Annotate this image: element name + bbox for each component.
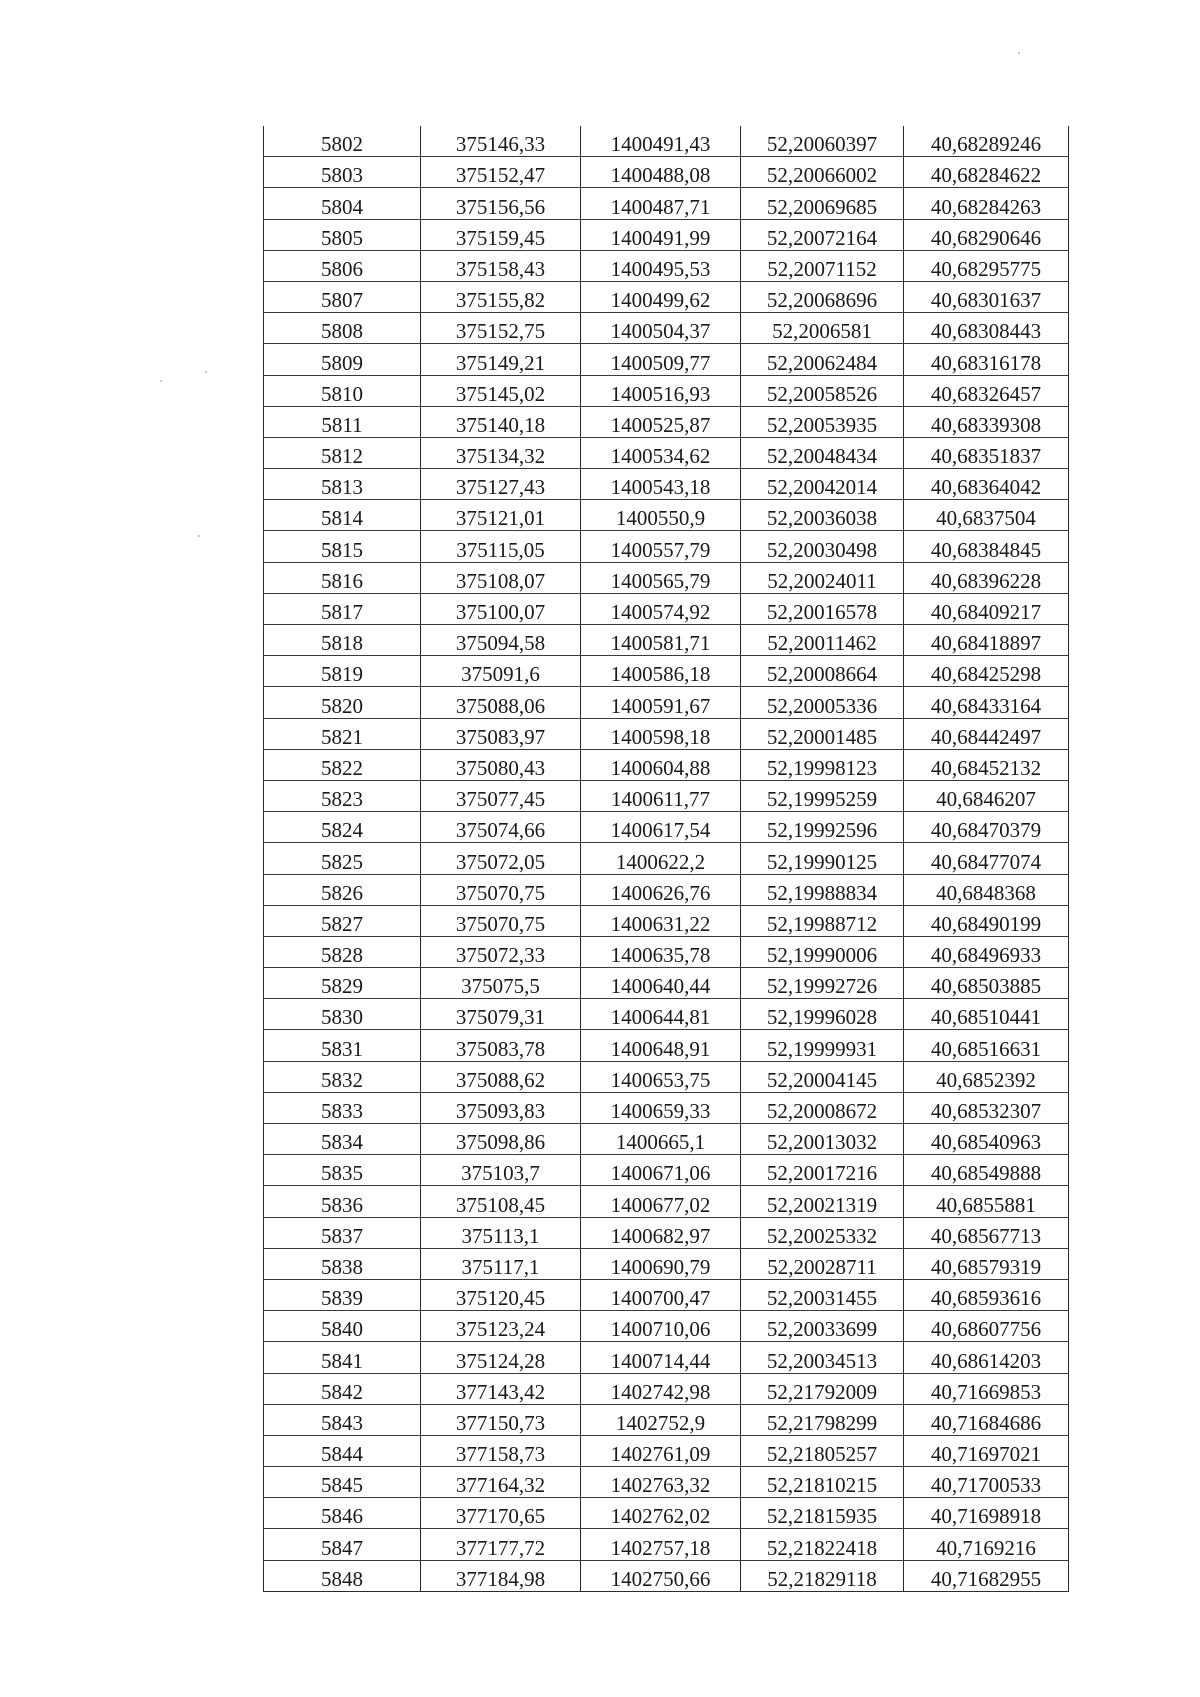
table-row bbox=[264, 968, 1069, 999]
longitude-cell: 40,68308443 bbox=[904, 313, 1069, 344]
x-coordinate-cell: 375146,33 bbox=[421, 126, 581, 157]
point-number-cell: 5833 bbox=[264, 1092, 421, 1123]
longitude-cell: 40,68516631 bbox=[904, 1030, 1069, 1061]
point-number-cell: 5837 bbox=[264, 1217, 421, 1248]
y-coordinate-cell: 1400682,97 bbox=[581, 1217, 741, 1248]
x-coordinate-cell: 375115,05 bbox=[421, 531, 581, 562]
table-row bbox=[264, 843, 1069, 874]
point-number-cell: 5842 bbox=[264, 1373, 421, 1404]
longitude-cell: 40,68452132 bbox=[904, 749, 1069, 780]
latitude-cell: 52,20008664 bbox=[741, 656, 904, 687]
point-number-cell: 5832 bbox=[264, 1061, 421, 1092]
longitude-cell: 40,68284622 bbox=[904, 157, 1069, 188]
point-number-cell: 5812 bbox=[264, 437, 421, 468]
table-row bbox=[264, 1061, 1069, 1092]
table-row bbox=[264, 749, 1069, 780]
table-row bbox=[264, 687, 1069, 718]
longitude-cell: 40,68496933 bbox=[904, 936, 1069, 967]
latitude-cell: 52,20004145 bbox=[741, 1061, 904, 1092]
longitude-cell: 40,7169216 bbox=[904, 1529, 1069, 1560]
longitude-cell: 40,6852392 bbox=[904, 1061, 1069, 1092]
latitude-cell: 52,20068696 bbox=[741, 281, 904, 312]
longitude-cell: 40,6837504 bbox=[904, 500, 1069, 531]
x-coordinate-cell: 375145,02 bbox=[421, 375, 581, 406]
longitude-cell: 40,68540963 bbox=[904, 1124, 1069, 1155]
y-coordinate-cell: 1400611,77 bbox=[581, 780, 741, 811]
x-coordinate-cell: 375072,05 bbox=[421, 843, 581, 874]
x-coordinate-cell: 375134,32 bbox=[421, 437, 581, 468]
longitude-cell: 40,68614203 bbox=[904, 1342, 1069, 1373]
latitude-cell: 52,21805257 bbox=[741, 1435, 904, 1466]
latitude-cell: 52,19988834 bbox=[741, 874, 904, 905]
y-coordinate-cell: 1400495,53 bbox=[581, 250, 741, 281]
point-number-cell: 5830 bbox=[264, 999, 421, 1030]
y-coordinate-cell: 1400581,71 bbox=[581, 625, 741, 656]
longitude-cell: 40,68593616 bbox=[904, 1279, 1069, 1310]
longitude-cell: 40,68510441 bbox=[904, 999, 1069, 1030]
table-row bbox=[264, 1311, 1069, 1342]
longitude-cell: 40,68384845 bbox=[904, 531, 1069, 562]
latitude-cell: 52,21798299 bbox=[741, 1404, 904, 1435]
latitude-cell: 52,20024011 bbox=[741, 562, 904, 593]
point-number-cell: 5841 bbox=[264, 1342, 421, 1373]
x-coordinate-cell: 377177,72 bbox=[421, 1529, 581, 1560]
longitude-cell: 40,71669853 bbox=[904, 1373, 1069, 1404]
longitude-cell: 40,68289246 bbox=[904, 126, 1069, 157]
coordinates-table bbox=[263, 126, 1069, 1592]
latitude-cell: 52,19988712 bbox=[741, 905, 904, 936]
longitude-cell: 40,68503885 bbox=[904, 968, 1069, 999]
longitude-cell: 40,71697021 bbox=[904, 1435, 1069, 1466]
table-row bbox=[264, 656, 1069, 687]
x-coordinate-cell: 375152,75 bbox=[421, 313, 581, 344]
latitude-cell: 52,20048434 bbox=[741, 437, 904, 468]
point-number-cell: 5816 bbox=[264, 562, 421, 593]
y-coordinate-cell: 1400710,06 bbox=[581, 1311, 741, 1342]
y-coordinate-cell: 1400550,9 bbox=[581, 500, 741, 531]
y-coordinate-cell: 1400626,76 bbox=[581, 874, 741, 905]
latitude-cell: 52,20042014 bbox=[741, 469, 904, 500]
table-row bbox=[264, 999, 1069, 1030]
longitude-cell: 40,68418897 bbox=[904, 625, 1069, 656]
y-coordinate-cell: 1400640,44 bbox=[581, 968, 741, 999]
y-coordinate-cell: 1400491,99 bbox=[581, 219, 741, 250]
x-coordinate-cell: 375123,24 bbox=[421, 1311, 581, 1342]
point-number-cell: 5813 bbox=[264, 469, 421, 500]
point-number-cell: 5835 bbox=[264, 1155, 421, 1186]
y-coordinate-cell: 1400653,75 bbox=[581, 1061, 741, 1092]
table-row bbox=[264, 1404, 1069, 1435]
x-coordinate-cell: 375088,62 bbox=[421, 1061, 581, 1092]
y-coordinate-cell: 1400488,08 bbox=[581, 157, 741, 188]
x-coordinate-cell: 375127,43 bbox=[421, 469, 581, 500]
latitude-cell: 52,20053935 bbox=[741, 406, 904, 437]
table-row bbox=[264, 936, 1069, 967]
table-row bbox=[264, 593, 1069, 624]
point-number-cell: 5807 bbox=[264, 281, 421, 312]
y-coordinate-cell: 1400534,62 bbox=[581, 437, 741, 468]
point-number-cell: 5847 bbox=[264, 1529, 421, 1560]
table-row bbox=[264, 406, 1069, 437]
latitude-cell: 52,20072164 bbox=[741, 219, 904, 250]
table-row bbox=[264, 219, 1069, 250]
point-number-cell: 5803 bbox=[264, 157, 421, 188]
point-number-cell: 5834 bbox=[264, 1124, 421, 1155]
point-number-cell: 5826 bbox=[264, 874, 421, 905]
table-row bbox=[264, 1217, 1069, 1248]
latitude-cell: 52,20062484 bbox=[741, 344, 904, 375]
latitude-cell: 52,20016578 bbox=[741, 593, 904, 624]
point-number-cell: 5809 bbox=[264, 344, 421, 375]
longitude-cell: 40,71684686 bbox=[904, 1404, 1069, 1435]
y-coordinate-cell: 1400631,22 bbox=[581, 905, 741, 936]
longitude-cell: 40,68301637 bbox=[904, 281, 1069, 312]
longitude-cell: 40,68433164 bbox=[904, 687, 1069, 718]
table-row bbox=[264, 375, 1069, 406]
point-number-cell: 5825 bbox=[264, 843, 421, 874]
scan-speck bbox=[198, 535, 200, 537]
y-coordinate-cell: 1400487,71 bbox=[581, 188, 741, 219]
table-row bbox=[264, 1342, 1069, 1373]
point-number-cell: 5843 bbox=[264, 1404, 421, 1435]
point-number-cell: 5817 bbox=[264, 593, 421, 624]
x-coordinate-cell: 375120,45 bbox=[421, 1279, 581, 1310]
table-row bbox=[264, 812, 1069, 843]
y-coordinate-cell: 1400565,79 bbox=[581, 562, 741, 593]
x-coordinate-cell: 375121,01 bbox=[421, 500, 581, 531]
x-coordinate-cell: 375094,58 bbox=[421, 625, 581, 656]
table-row bbox=[264, 281, 1069, 312]
latitude-cell: 52,20021319 bbox=[741, 1186, 904, 1217]
latitude-cell: 52,20030498 bbox=[741, 531, 904, 562]
latitude-cell: 52,20033699 bbox=[741, 1311, 904, 1342]
y-coordinate-cell: 1400677,02 bbox=[581, 1186, 741, 1217]
longitude-cell: 40,68396228 bbox=[904, 562, 1069, 593]
point-number-cell: 5819 bbox=[264, 656, 421, 687]
point-number-cell: 5848 bbox=[264, 1560, 421, 1591]
latitude-cell: 52,19995259 bbox=[741, 780, 904, 811]
x-coordinate-cell: 375077,45 bbox=[421, 780, 581, 811]
y-coordinate-cell: 1402762,02 bbox=[581, 1498, 741, 1529]
y-coordinate-cell: 1400659,33 bbox=[581, 1092, 741, 1123]
x-coordinate-cell: 377143,42 bbox=[421, 1373, 581, 1404]
latitude-cell: 52,21822418 bbox=[741, 1529, 904, 1560]
x-coordinate-cell: 375075,5 bbox=[421, 968, 581, 999]
longitude-cell: 40,68295775 bbox=[904, 250, 1069, 281]
y-coordinate-cell: 1400543,18 bbox=[581, 469, 741, 500]
latitude-cell: 52,2006581 bbox=[741, 313, 904, 344]
y-coordinate-cell: 1400665,1 bbox=[581, 1124, 741, 1155]
point-number-cell: 5805 bbox=[264, 219, 421, 250]
y-coordinate-cell: 1400591,67 bbox=[581, 687, 741, 718]
table-row bbox=[264, 437, 1069, 468]
x-coordinate-cell: 375149,21 bbox=[421, 344, 581, 375]
point-number-cell: 5802 bbox=[264, 126, 421, 157]
y-coordinate-cell: 1400586,18 bbox=[581, 656, 741, 687]
point-number-cell: 5808 bbox=[264, 313, 421, 344]
y-coordinate-cell: 1400604,88 bbox=[581, 749, 741, 780]
table-row bbox=[264, 1467, 1069, 1498]
latitude-cell: 52,20060397 bbox=[741, 126, 904, 157]
point-number-cell: 5829 bbox=[264, 968, 421, 999]
longitude-cell: 40,68284263 bbox=[904, 188, 1069, 219]
point-number-cell: 5839 bbox=[264, 1279, 421, 1310]
latitude-cell: 52,20025332 bbox=[741, 1217, 904, 1248]
x-coordinate-cell: 375159,45 bbox=[421, 219, 581, 250]
x-coordinate-cell: 375124,28 bbox=[421, 1342, 581, 1373]
latitude-cell: 52,21829118 bbox=[741, 1560, 904, 1591]
y-coordinate-cell: 1400504,37 bbox=[581, 313, 741, 344]
table-row bbox=[264, 1248, 1069, 1279]
y-coordinate-cell: 1402761,09 bbox=[581, 1435, 741, 1466]
longitude-cell: 40,71682955 bbox=[904, 1560, 1069, 1591]
x-coordinate-cell: 377158,73 bbox=[421, 1435, 581, 1466]
longitude-cell: 40,68326457 bbox=[904, 375, 1069, 406]
longitude-cell: 40,68409217 bbox=[904, 593, 1069, 624]
table-row bbox=[264, 1373, 1069, 1404]
longitude-cell: 40,68339308 bbox=[904, 406, 1069, 437]
x-coordinate-cell: 375079,31 bbox=[421, 999, 581, 1030]
latitude-cell: 52,20058526 bbox=[741, 375, 904, 406]
y-coordinate-cell: 1402742,98 bbox=[581, 1373, 741, 1404]
longitude-cell: 40,68425298 bbox=[904, 656, 1069, 687]
point-number-cell: 5831 bbox=[264, 1030, 421, 1061]
y-coordinate-cell: 1402757,18 bbox=[581, 1529, 741, 1560]
y-coordinate-cell: 1400690,79 bbox=[581, 1248, 741, 1279]
x-coordinate-cell: 377164,32 bbox=[421, 1467, 581, 1498]
longitude-cell: 40,68579319 bbox=[904, 1248, 1069, 1279]
y-coordinate-cell: 1400617,54 bbox=[581, 812, 741, 843]
x-coordinate-cell: 377184,98 bbox=[421, 1560, 581, 1591]
latitude-cell: 52,19996028 bbox=[741, 999, 904, 1030]
latitude-cell: 52,20017216 bbox=[741, 1155, 904, 1186]
longitude-cell: 40,71700533 bbox=[904, 1467, 1069, 1498]
longitude-cell: 40,68490199 bbox=[904, 905, 1069, 936]
x-coordinate-cell: 375100,07 bbox=[421, 593, 581, 624]
y-coordinate-cell: 1400525,87 bbox=[581, 406, 741, 437]
table-row bbox=[264, 1279, 1069, 1310]
longitude-cell: 40,68364042 bbox=[904, 469, 1069, 500]
y-coordinate-cell: 1402763,32 bbox=[581, 1467, 741, 1498]
point-number-cell: 5844 bbox=[264, 1435, 421, 1466]
x-coordinate-cell: 375080,43 bbox=[421, 749, 581, 780]
table-row bbox=[264, 780, 1069, 811]
table-row bbox=[264, 718, 1069, 749]
table-row bbox=[264, 905, 1069, 936]
y-coordinate-cell: 1400499,62 bbox=[581, 281, 741, 312]
y-coordinate-cell: 1400622,2 bbox=[581, 843, 741, 874]
x-coordinate-cell: 375156,56 bbox=[421, 188, 581, 219]
latitude-cell: 52,21792009 bbox=[741, 1373, 904, 1404]
table-row bbox=[264, 126, 1069, 157]
longitude-cell: 40,68316178 bbox=[904, 344, 1069, 375]
point-number-cell: 5806 bbox=[264, 250, 421, 281]
x-coordinate-cell: 375158,43 bbox=[421, 250, 581, 281]
point-number-cell: 5840 bbox=[264, 1311, 421, 1342]
point-number-cell: 5820 bbox=[264, 687, 421, 718]
scan-speck bbox=[205, 371, 207, 373]
y-coordinate-cell: 1400516,93 bbox=[581, 375, 741, 406]
y-coordinate-cell: 1400648,91 bbox=[581, 1030, 741, 1061]
point-number-cell: 5818 bbox=[264, 625, 421, 656]
longitude-cell: 40,6846207 bbox=[904, 780, 1069, 811]
point-number-cell: 5811 bbox=[264, 406, 421, 437]
latitude-cell: 52,20028711 bbox=[741, 1248, 904, 1279]
longitude-cell: 40,68442497 bbox=[904, 718, 1069, 749]
longitude-cell: 40,68290646 bbox=[904, 219, 1069, 250]
point-number-cell: 5827 bbox=[264, 905, 421, 936]
table-row bbox=[264, 469, 1069, 500]
point-number-cell: 5804 bbox=[264, 188, 421, 219]
x-coordinate-cell: 375083,78 bbox=[421, 1030, 581, 1061]
point-number-cell: 5815 bbox=[264, 531, 421, 562]
longitude-cell: 40,68567713 bbox=[904, 1217, 1069, 1248]
y-coordinate-cell: 1400671,06 bbox=[581, 1155, 741, 1186]
table-row bbox=[264, 625, 1069, 656]
table-row bbox=[264, 500, 1069, 531]
longitude-cell: 40,68477074 bbox=[904, 843, 1069, 874]
latitude-cell: 52,20034513 bbox=[741, 1342, 904, 1373]
latitude-cell: 52,19990006 bbox=[741, 936, 904, 967]
coordinates-table-body bbox=[264, 126, 1069, 1591]
y-coordinate-cell: 1400509,77 bbox=[581, 344, 741, 375]
latitude-cell: 52,19992596 bbox=[741, 812, 904, 843]
table-row bbox=[264, 188, 1069, 219]
x-coordinate-cell: 375070,75 bbox=[421, 905, 581, 936]
longitude-cell: 40,6855881 bbox=[904, 1186, 1069, 1217]
y-coordinate-cell: 1400598,18 bbox=[581, 718, 741, 749]
table-row bbox=[264, 531, 1069, 562]
table-row bbox=[264, 1124, 1069, 1155]
latitude-cell: 52,20013032 bbox=[741, 1124, 904, 1155]
latitude-cell: 52,21815935 bbox=[741, 1498, 904, 1529]
point-number-cell: 5846 bbox=[264, 1498, 421, 1529]
latitude-cell: 52,20069685 bbox=[741, 188, 904, 219]
latitude-cell: 52,20001485 bbox=[741, 718, 904, 749]
point-number-cell: 5824 bbox=[264, 812, 421, 843]
scan-speck bbox=[1018, 52, 1020, 54]
latitude-cell: 52,20031455 bbox=[741, 1279, 904, 1310]
latitude-cell: 52,20066002 bbox=[741, 157, 904, 188]
longitude-cell: 40,6848368 bbox=[904, 874, 1069, 905]
x-coordinate-cell: 375074,66 bbox=[421, 812, 581, 843]
y-coordinate-cell: 1400714,44 bbox=[581, 1342, 741, 1373]
table-row bbox=[264, 1030, 1069, 1061]
point-number-cell: 5814 bbox=[264, 500, 421, 531]
x-coordinate-cell: 375098,86 bbox=[421, 1124, 581, 1155]
x-coordinate-cell: 375070,75 bbox=[421, 874, 581, 905]
y-coordinate-cell: 1400700,47 bbox=[581, 1279, 741, 1310]
x-coordinate-cell: 375093,83 bbox=[421, 1092, 581, 1123]
latitude-cell: 52,20011462 bbox=[741, 625, 904, 656]
x-coordinate-cell: 375072,33 bbox=[421, 936, 581, 967]
x-coordinate-cell: 375117,1 bbox=[421, 1248, 581, 1279]
point-number-cell: 5828 bbox=[264, 936, 421, 967]
longitude-cell: 40,68549888 bbox=[904, 1155, 1069, 1186]
point-number-cell: 5822 bbox=[264, 749, 421, 780]
table-row bbox=[264, 1186, 1069, 1217]
x-coordinate-cell: 377150,73 bbox=[421, 1404, 581, 1435]
table-row bbox=[264, 313, 1069, 344]
y-coordinate-cell: 1402750,66 bbox=[581, 1560, 741, 1591]
point-number-cell: 5836 bbox=[264, 1186, 421, 1217]
longitude-cell: 40,68532307 bbox=[904, 1092, 1069, 1123]
table-row bbox=[264, 1092, 1069, 1123]
latitude-cell: 52,19992726 bbox=[741, 968, 904, 999]
table-row bbox=[264, 1560, 1069, 1591]
y-coordinate-cell: 1402752,9 bbox=[581, 1404, 741, 1435]
table-row bbox=[264, 1435, 1069, 1466]
x-coordinate-cell: 375155,82 bbox=[421, 281, 581, 312]
x-coordinate-cell: 375113,1 bbox=[421, 1217, 581, 1248]
x-coordinate-cell: 375103,7 bbox=[421, 1155, 581, 1186]
x-coordinate-cell: 375083,97 bbox=[421, 718, 581, 749]
longitude-cell: 40,68470379 bbox=[904, 812, 1069, 843]
x-coordinate-cell: 375108,07 bbox=[421, 562, 581, 593]
y-coordinate-cell: 1400491,43 bbox=[581, 126, 741, 157]
x-coordinate-cell: 375108,45 bbox=[421, 1186, 581, 1217]
table-row bbox=[264, 1529, 1069, 1560]
latitude-cell: 52,19999931 bbox=[741, 1030, 904, 1061]
y-coordinate-cell: 1400557,79 bbox=[581, 531, 741, 562]
longitude-cell: 40,68607756 bbox=[904, 1311, 1069, 1342]
x-coordinate-cell: 375140,18 bbox=[421, 406, 581, 437]
latitude-cell: 52,19998123 bbox=[741, 749, 904, 780]
x-coordinate-cell: 375088,06 bbox=[421, 687, 581, 718]
table-row bbox=[264, 1155, 1069, 1186]
scan-speck bbox=[160, 380, 162, 382]
x-coordinate-cell: 375152,47 bbox=[421, 157, 581, 188]
point-number-cell: 5821 bbox=[264, 718, 421, 749]
point-number-cell: 5838 bbox=[264, 1248, 421, 1279]
latitude-cell: 52,20005336 bbox=[741, 687, 904, 718]
x-coordinate-cell: 375091,6 bbox=[421, 656, 581, 687]
latitude-cell: 52,21810215 bbox=[741, 1467, 904, 1498]
longitude-cell: 40,71698918 bbox=[904, 1498, 1069, 1529]
y-coordinate-cell: 1400635,78 bbox=[581, 936, 741, 967]
y-coordinate-cell: 1400574,92 bbox=[581, 593, 741, 624]
latitude-cell: 52,20036038 bbox=[741, 500, 904, 531]
longitude-cell: 40,68351837 bbox=[904, 437, 1069, 468]
table-row bbox=[264, 1498, 1069, 1529]
table-row bbox=[264, 874, 1069, 905]
latitude-cell: 52,19990125 bbox=[741, 843, 904, 874]
point-number-cell: 5823 bbox=[264, 780, 421, 811]
point-number-cell: 5845 bbox=[264, 1467, 421, 1498]
x-coordinate-cell: 377170,65 bbox=[421, 1498, 581, 1529]
latitude-cell: 52,20008672 bbox=[741, 1092, 904, 1123]
table-row bbox=[264, 250, 1069, 281]
point-number-cell: 5810 bbox=[264, 375, 421, 406]
latitude-cell: 52,20071152 bbox=[741, 250, 904, 281]
table-row bbox=[264, 157, 1069, 188]
y-coordinate-cell: 1400644,81 bbox=[581, 999, 741, 1030]
table-row bbox=[264, 344, 1069, 375]
table-row bbox=[264, 562, 1069, 593]
